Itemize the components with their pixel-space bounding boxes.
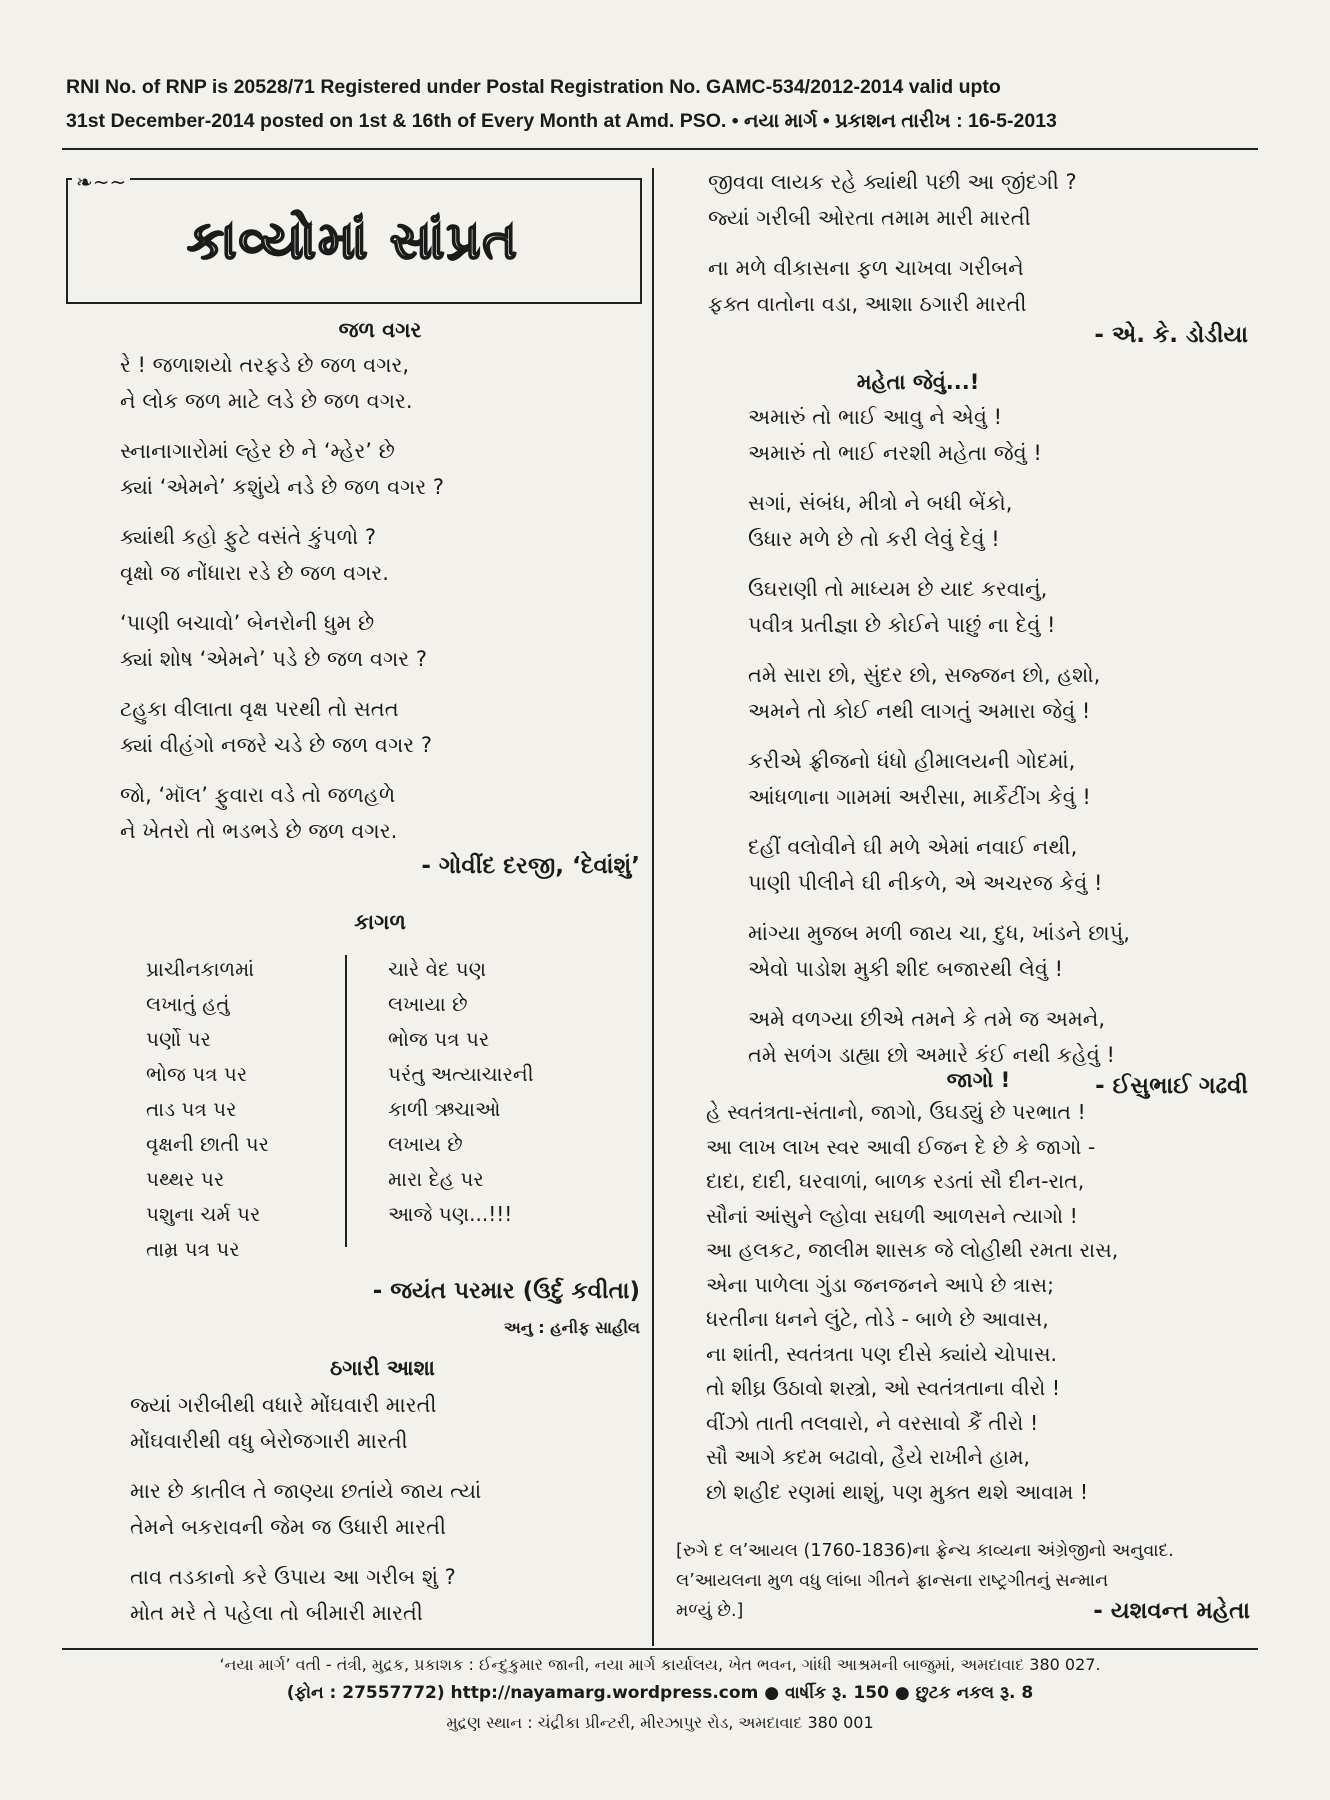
stanza xyxy=(120,347,640,419)
verse-line: મારા દેહ પર xyxy=(388,1167,484,1191)
publisher-footer xyxy=(62,1650,1258,1737)
kagal-left-column xyxy=(146,952,269,1267)
poem-jago xyxy=(706,1068,1251,1509)
stanza xyxy=(708,250,1248,322)
verse-line: જ્યાં ગરીબી ઓરતા તમામ મારી મારતી xyxy=(708,206,1031,230)
verse-line: ફક્ત વાતોના વડા, આશા ઠગારી મારતી xyxy=(708,292,1027,316)
verse-line: આંધળાના ગામમાં અરીસા, માર્કેટીંગ કેવું ! xyxy=(748,785,1091,809)
verse-line: રે ! જળાશયો તરફડે છે જળ વગર, xyxy=(120,353,410,377)
stanza xyxy=(130,1473,635,1545)
note-line: મળ્યું છે.] xyxy=(676,1601,744,1621)
stanza xyxy=(748,829,1248,901)
verse-line: પશુના ચર્મ પર xyxy=(146,1202,261,1226)
verse-line: કરીએ ફ્રીજનો ધંધો હીમાલયની ગોદમાં, xyxy=(748,749,1076,773)
stanza xyxy=(120,433,640,505)
stanza xyxy=(748,743,1248,815)
verse-line: ટહુકા વીલાતા વૃક્ષ પરથી તો સતત xyxy=(120,697,399,721)
poem-author: - ગોવીંદ દરજી, ‘દેવાંશું’ xyxy=(421,853,640,879)
verse-line: પ્રાચીનકાળમાં xyxy=(146,957,255,981)
footer-line-2: (ફોન : 27557772) http://nayamarg.wordpress.com ● વાર્ષીક રૂ. 150 ● છુટક નકલ રૂ. 8 xyxy=(286,1683,1034,1703)
section-title: કાવ્યોમાં સાંપ્રત xyxy=(187,211,519,271)
footer-line-1: ‘નયા માર્ગ’ વતી - તંત્રી, મુદ્રક, પ્રકાશક : ઈન્દુકુમાર જાની, નયા માર્ગ કાર્યાલય, ખેત ભવન, ગાંધી આશ્રમની બાજુમાં, અમદાવાદ 380 027. xyxy=(219,1655,1101,1674)
verse-line: પરંતુ અત્યાચારની xyxy=(388,1062,534,1086)
column-divider xyxy=(652,168,654,1646)
poem-translator: અનુ : હનીફ સાહીલ xyxy=(503,1318,640,1337)
note-line: લ’આયલના મુળ વધુ લાંબા ગીતને ફ્રાન્સના રાષ્ટ્રગીતનું સન્માન xyxy=(676,1571,1109,1591)
verse-line: ઉઘરાણી તો માધ્યમ છે યાદ કરવાનું, xyxy=(748,577,1048,601)
verse-line: આજે પણ...!!! xyxy=(388,1202,513,1226)
verse-line: ક્યાંથી કહો ફુટે વસંતે કુંપળો ? xyxy=(120,525,377,549)
stanza xyxy=(120,605,640,677)
verse-line: એવો પાડોશ મુકી શીદ બજારથી લેવું ! xyxy=(748,957,1064,981)
verse-line: અમારું તો ભાઈ આવુ ને એવું ! xyxy=(748,405,1002,429)
verse-line: ના શાંતી, સ્વતંત્રતા પણ દીસે ક્યાંયે ચોપાસ. xyxy=(706,1341,1058,1366)
poem-maheta-jevu xyxy=(748,370,1248,1099)
verse-line: જો, ‘મૉલ’ ફુવારા વડે તો જળહળે xyxy=(120,783,396,807)
verse-line: ક્યાં ‘એમને’ કશુંયે નડે છે જળ વગર ? xyxy=(120,475,445,499)
verse-line: વૃક્ષો જ નોંધારા રડે છે જળ વગર. xyxy=(120,561,389,585)
poem-thagari-asha-continued xyxy=(708,164,1248,348)
poem-jal-vagar xyxy=(120,318,640,879)
verse-line: ચારે વેદ પણ xyxy=(388,957,487,981)
ornament-icon: ❧~~ xyxy=(72,170,130,194)
verse-line: તાવ તડકાનો કરે ઉપાય આ ગરીબ શું ? xyxy=(130,1565,456,1589)
poem-thagari-asha xyxy=(130,1356,635,1631)
verse-line: તાડ પત્ર પર xyxy=(146,1097,237,1121)
verse-line: આ હલકટ, જાલીમ શાસક જે લોહીથી રમતા રાસ, xyxy=(706,1238,1119,1262)
verse-line: ને લોક જળ માટે લડે છે જળ વગર. xyxy=(120,389,413,413)
registration-header xyxy=(66,70,1256,138)
verse-line: તમે સારા છો, સુંદર છો, સજ્જન છો, હશો, xyxy=(748,663,1101,687)
verse-line: ભોજ પત્ર પર xyxy=(146,1062,248,1086)
verse-line: ના મળે વીકાસના ફળ ચાખવા ગરીબને xyxy=(708,256,1024,280)
poem-title: મહેતા જેવું...! xyxy=(856,370,980,394)
stanza xyxy=(120,519,640,591)
verse-line: તામ્ર પત્ર પર xyxy=(146,1237,240,1261)
verse-line: જીવવા લાયક રહે ક્યાંથી પછી આ જીંદગી ? xyxy=(708,170,1077,194)
stanza xyxy=(706,1095,1251,1509)
verse-line: અમને તો કોઈ નથી લાગતું અમારા જેવું ! xyxy=(748,699,1091,723)
verse-line: સૌનાં આંસુને લ્હોવા સઘળી આળસને ત્યાગો ! xyxy=(706,1203,1078,1228)
verse-line: સ્નાનાગારોમાં લ્હેર છે ને ‘મ્હેર’ છે xyxy=(120,439,395,463)
stanza xyxy=(120,691,640,763)
stanza xyxy=(708,164,1248,236)
verse-line: એના પાળેલા ગુંડા જનજનને આપે છે ત્રાસ; xyxy=(706,1272,1055,1297)
poem-author: - યશવન્ત મહેતા xyxy=(1093,1598,1250,1624)
registration-line-2: 31st December-2014 posted on 1st & 16th of Every Month at Amd. PSO. • નયા માર્ગ • પ્રકાશન તારીખ : 16-5-2013 xyxy=(66,110,1057,132)
verse-line: પર્ણો પર xyxy=(146,1027,211,1051)
verse-line: અમારું તો ભાઈ નરશી મહેતા જેવું ! xyxy=(748,441,1042,465)
verse-line: મોત મરે તે પહેલા તો બીમારી મારતી xyxy=(130,1601,423,1625)
stanza xyxy=(748,571,1248,643)
stanza xyxy=(130,1387,635,1459)
verse-line: આ લાખ લાખ સ્વર આવી ઈજન દે છે કે જાગો - xyxy=(706,1134,1096,1159)
verse-line: અમે વળગ્યા છીએ તમને કે તમે જ અમને, xyxy=(748,1007,1106,1031)
stanza xyxy=(748,657,1248,729)
stanza xyxy=(748,399,1248,471)
verse-line: દહીં વલોવીને ઘી મળે એમાં નવાઈ નથી, xyxy=(748,835,1078,859)
verse-line: ક્યાં વીહંગો નજરે ચડે છે જળ વગર ? xyxy=(120,733,432,757)
verse-line: પાણી પીલીને ઘી નીકળે, એ અચરજ કેવું ! xyxy=(748,871,1103,895)
section-title-box xyxy=(66,170,642,304)
verse-line: તો શીઘ્ર ઉઠાવો શસ્ત્રો, ઓ સ્વતંત્રતાના વીરો ! xyxy=(706,1376,1061,1400)
poem-author: - એ. કે. ડોડીયા xyxy=(1094,322,1248,348)
kagal-divider xyxy=(345,955,347,1247)
verse-line: તેમને બકરાવની જેમ જ ઉધારી મારતી xyxy=(130,1515,446,1539)
verse-line: પવીત્ર પ્રતીજ્ઞા છે કોઈને પાછું ના દેવું ! xyxy=(748,613,1056,637)
verse-line: ક્યાં શોષ ‘એમને’ પડે છે જળ વગર ? xyxy=(120,647,427,671)
verse-line: ‘પાણી બચાવો’ બેનરોની ધુમ છે xyxy=(120,611,375,635)
verse-line: ભોજ પત્ર પર xyxy=(388,1027,490,1051)
kagal-right-column xyxy=(388,952,534,1232)
poem-title: જળ વગર xyxy=(338,318,422,342)
verse-line: માંગ્યા મુજબ મળી જાય ચા, દુધ, ખાંડને છાપું, xyxy=(748,921,1130,945)
verse-line: છો શહીદ રણમાં થાશું, પણ મુક્ત થશે આવામ ! xyxy=(706,1479,1089,1504)
note-line: [રુગે દ લ’આયલ (1760-1836)ના ફ્રેન્ચ કાવ્યના અંગ્રેજીનો અનુવાદ. xyxy=(676,1541,1174,1561)
stanza xyxy=(748,1001,1248,1073)
stanza xyxy=(130,1559,635,1631)
verse-line: જ્યાં ગરીબીથી વધારે મોંઘવારી મારતી xyxy=(130,1393,437,1417)
verse-line: કાળી ઋચાઓ xyxy=(388,1097,501,1121)
verse-line: પથ્થર પર xyxy=(146,1167,225,1191)
verse-line: સૌ આગે કદમ બઢાવો, હૈયે રાખીને હામ, xyxy=(706,1445,1031,1469)
verse-line: હે સ્વતંત્રતા-સંતાનો, જાગો, ઉઘડ્યું છે પરભાત ! xyxy=(706,1100,1086,1124)
stanza xyxy=(120,777,640,849)
verse-line: ઉધાર મળે છે તો કરી લેવું દેવું ! xyxy=(748,527,1000,551)
verse-line: વીંઝો તાતી તલવારો, ને વરસાવો કૈં તીરો ! xyxy=(706,1410,1039,1435)
verse-line: સગાં, સંબંધ, મીત્રો ને બધી બેંકો, xyxy=(748,491,1013,515)
verse-line: લખાયા છે xyxy=(388,992,468,1016)
verse-line: વૃક્ષની છાતી પર xyxy=(146,1132,269,1156)
verse-line: તમે સળંગ ડાહ્યા છો અમારે કંઈ નથી કહેવું ! xyxy=(748,1043,1115,1067)
verse-line: લખાતું હતું xyxy=(146,992,230,1016)
verse-line: ને ખેતરો તો ભડભડે છે જળ વગર. xyxy=(120,819,398,843)
poem-title: કાગળ xyxy=(354,910,406,934)
verse-line: લખાય છે xyxy=(388,1132,463,1156)
verse-line: માર છે કાતીલ તે જાણ્યા છતાંયે જાય ત્યાં xyxy=(130,1479,482,1503)
registration-line-1: RNI No. of RNP is 20528/71 Registered under Postal Registration No. GAMC-534/2012-2014 valid upto xyxy=(66,76,1001,98)
stanza xyxy=(748,485,1248,557)
poem-author: - ઈસુભાઈ ગઢવી xyxy=(1095,1073,1248,1099)
poem-author: - જયંત પરમાર (ઉર્દુ કવીતા) xyxy=(372,1278,640,1304)
poem-title: જાગો ! xyxy=(946,1068,1011,1092)
verse-line: ધરતીના ધનને લુંટે, તોડે - બાળે છે આવાસ, xyxy=(706,1307,1049,1331)
verse-line: દાદા, દાદી, ઘરવાળાં, બાળક રડતાં સૌ દીન-રાત, xyxy=(706,1169,1085,1193)
stanza xyxy=(748,915,1248,987)
header-divider xyxy=(62,148,1258,150)
poem-title: ઠગારી આશા xyxy=(330,1356,435,1380)
verse-line: મોંઘવારીથી વધુ બેરોજગારી મારતી xyxy=(130,1429,408,1453)
footer-line-3: મુદ્રણ સ્થાન : ચંદ્રીકા પ્રીન્ટરી, મીરઝાપુર રોડ, અમદાવાદ 380 001 xyxy=(446,1713,874,1732)
